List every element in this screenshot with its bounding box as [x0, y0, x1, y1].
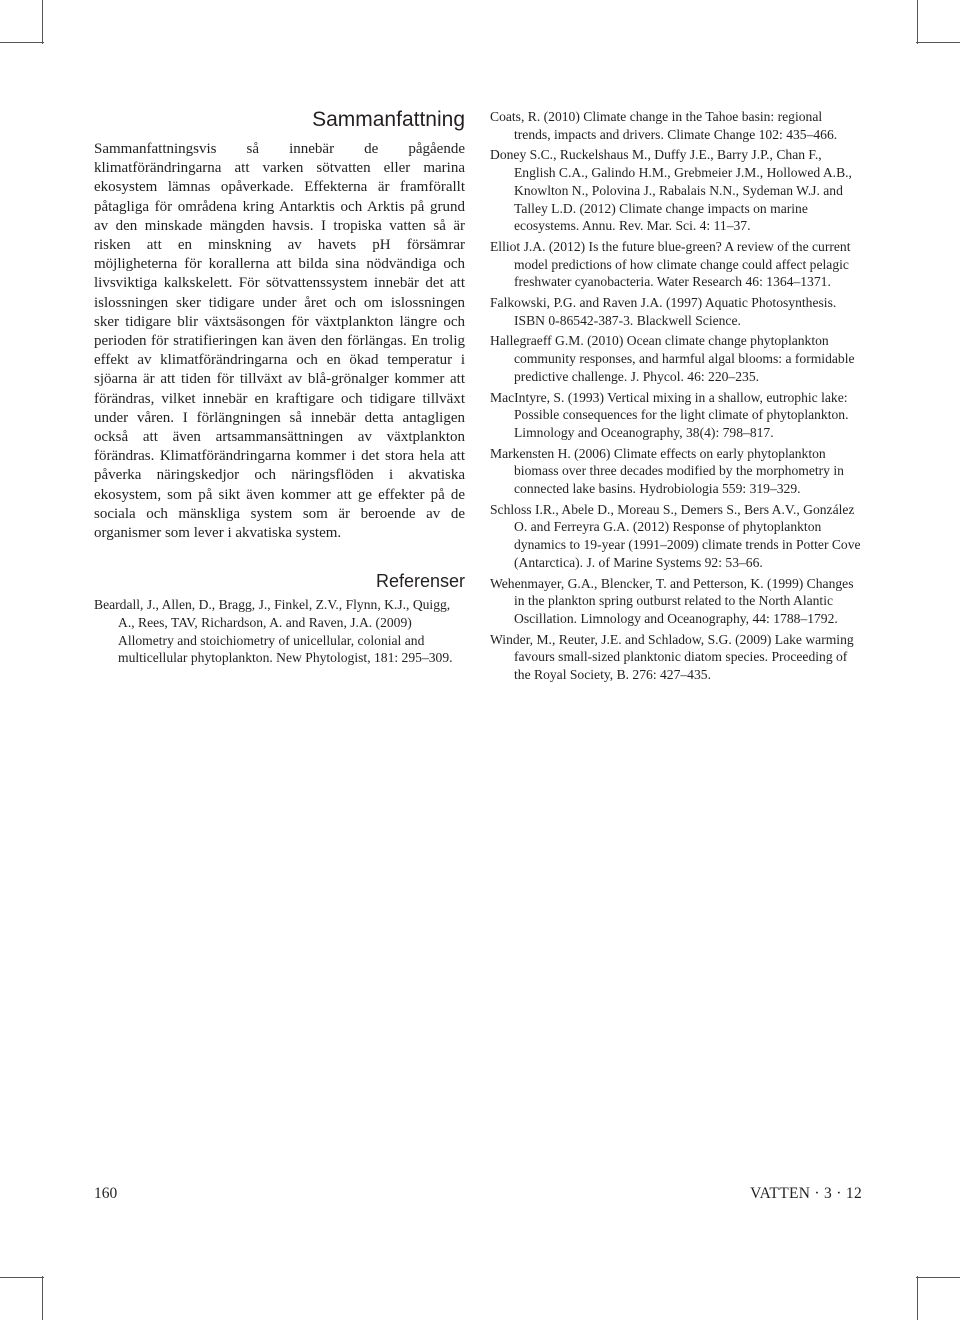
- reference-item: Wehenmayer, G.A., Blencker, T. and Petterson, K. (1999) Changes in the plankton spring outburst related to the North Alantic Oscillation. Limnology and Oceanography, 44: 1788–1792.: [490, 575, 854, 626]
- reference-item: Coats, R. (2010) Climate change in the Tahoe basin: regional trends, impacts and drivers. Climate Change 102: 435–466.: [490, 109, 838, 142]
- references-heading: Referenser: [375, 571, 465, 592]
- crop-mark: [42, 0, 43, 44]
- crop-mark: [917, 1276, 918, 1320]
- page-number: 160: [94, 1185, 118, 1202]
- summary-paragraph: Sammanfattningsvis så innebär de pågående klimatförändringarna att varken sötvatten eller marina ekosystem lämnas opåverkade. Effekterna är framförallt påtagliga för områdena kring Antarktis och Arktis på grund av den minskade mängden havsis. I tropiska vatten så är risken att en minskning av havets pH försämrar möjligheterna för korallerna att bilda sina nödvändiga och livsviktiga kalkskelett. För sötvattenssystem innebär det att islossningen sker tidigare under året och om islossningen sker tidigare blir växtsäsongen för växtplankton längre och perioden för stratifieringen kan även den förlängas. En trolig effekt av klimatförändringarna och en ökad temperatur i sjöarna är att tiden för tillväxt av blå-grönalger kommer att förändras, vilket innebär en kraftigare och tidigare tillväxt under våren. I förlängningen så innebär detta antagligen också att även artsammansättningen av växtplankton förändras. Klimatförändringarna kommer i det stora hela att påverka näringskedjor och näringsflöden i akvatiska ekosystem, som på sikt även kommer att ge effekter på de sociala och mänskliga system som är beroende av de organismer som lever i akvatiska system.: [94, 141, 465, 542]
- reference-item: Beardall, J., Allen, D., Bragg, J., Finkel, Z.V., Flynn, K.J., Quigg, A., Rees, TAV, Richardson, A. and Raven, J.A. (2009) Allometry and stoichiometry of unicellular, colonial and multicellular phytoplankton. New Phytologist, 181: 295–309.: [94, 597, 453, 666]
- reference-item: Schloss I.R., Abele D., Moreau S., Demers S., Bers A.V., González O. and Ferreyra G.A. (2012) Response of phytoplankton dynamics to 19-year (1991–2009) climate trends in Potter Cove (Antarctica). J. of Marine Systems 92: 53–66.: [490, 501, 861, 570]
- crop-mark: [0, 42, 44, 43]
- reference-item: MacIntyre, S. (1993) Vertical mixing in a shallow, eutrophic lake: Possible consequences for the light climate of phytoplankton. Limnology and Oceanography, 38(4): 798–817.: [490, 389, 849, 440]
- references-list-left: [94, 596, 465, 667]
- reference-item: Falkowski, P.G. and Raven J.A. (1997) Aquatic Photosynthesis. ISBN 0-86542-387-3. Blackwell Science.: [490, 295, 837, 328]
- crop-mark: [917, 0, 918, 44]
- crop-mark: [42, 1276, 43, 1320]
- reference-item: Hallegraeff G.M. (2010) Ocean climate change phytoplankton community responses, and harmful algal blooms: a formidable predictive challenge. J. Phycol. 46: 220–235.: [490, 333, 855, 384]
- summary-heading: Sammanfattning: [312, 108, 465, 131]
- references-list-right: [490, 108, 862, 684]
- crop-mark: [916, 1277, 960, 1278]
- reference-item: Winder, M., Reuter, J.E. and Schladow, S.G. (2009) Lake warming favours small-sized planktonic diatom species. Proceeding of the Royal Society, B. 276: 427–435.: [490, 631, 854, 683]
- reference-item: Elliot J.A. (2012) Is the future blue-green? A review of the current model predictions of how climate change could affect pelagic freshwater cyanobacteria. Water Research 46: 1364–1371.: [490, 238, 851, 290]
- reference-item: Doney S.C., Ruckelshaus M., Duffy J.E., Barry J.P., Chan F., English C.A., Galindo H.M., Grebmeier J.M., Hollowed A.B., Knowlton N., Polovina J., Rabalais N.N., Sydeman W.J. and Talley L.D. (2012) Climate change impacts on marine ecosystems. Annu. Rev. Mar. Sci. 4: 11–37.: [490, 147, 852, 234]
- journal-issue: VATTEN · 3 · 12: [750, 1185, 862, 1202]
- crop-mark: [916, 42, 960, 43]
- reference-item: Markensten H. (2006) Climate effects on early phytoplankton biomass over three decades modified by the morphometry in connected lake basins. Hydrobiologia 559: 319–329.: [490, 445, 844, 497]
- left-column: [94, 108, 465, 670]
- right-column: [490, 108, 862, 687]
- crop-mark: [0, 1277, 44, 1278]
